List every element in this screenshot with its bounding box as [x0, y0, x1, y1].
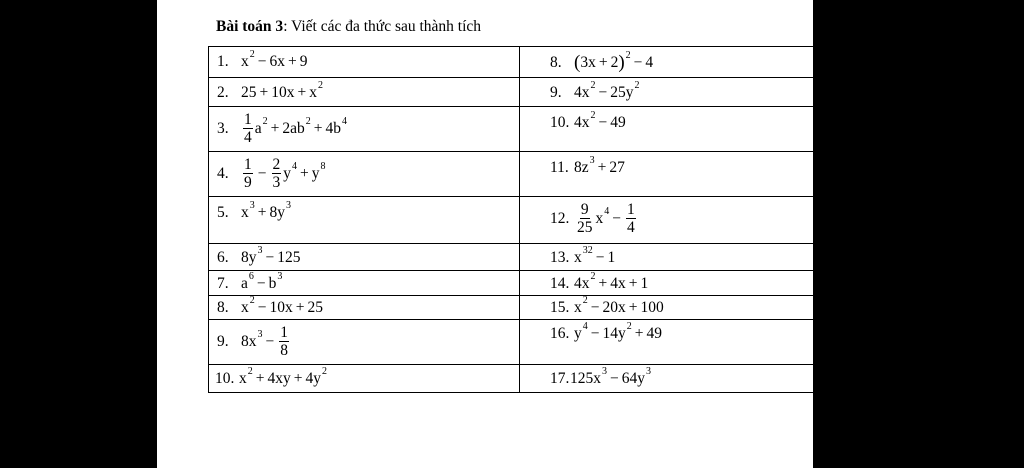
problem-11b: 11. 8z $^3$ + 27	[550, 154, 625, 176]
problem-13b: 13. x $^{32}$ − 1	[550, 244, 616, 266]
problem-table	[208, 46, 813, 393]
problem-2: 2. 25 + 10x + x $^2$	[217, 79, 323, 101]
exercise-title-text: : Viết các đa thức sau thành tích	[283, 18, 482, 35]
exercise-title-bold: Bài toán 3	[216, 18, 284, 35]
table-row	[209, 365, 814, 393]
problem-9b: 9. 4x $^2$ − 25y $^2$	[550, 79, 640, 101]
problem-9: 9. 8x $^3$ − $\frac{1}{8}$	[217, 324, 288, 359]
table-row	[209, 78, 814, 107]
table-row	[209, 271, 814, 296]
problem-14b: 14. 4x $^2$ + 4x + 1	[550, 270, 649, 292]
problem-8b: 8. ( 3x + 2 ) $^2$ − 4	[550, 49, 654, 73]
problem-1: 1. x $^2$ − 6x + 9	[217, 48, 308, 70]
table-row	[209, 320, 814, 365]
table-row	[209, 152, 814, 197]
problem-16b: 16. y $^4$ − 14y $^2$ + 49	[550, 320, 662, 342]
problem-15b: 15. x $^2$ − 20x + 100	[550, 294, 664, 316]
exercise-title	[216, 18, 481, 36]
table-row	[209, 107, 814, 152]
problem-3: 3. $\frac{1}{4}$ a $^2$ + 2ab $^2$ + 4b $^4$	[217, 111, 348, 146]
problem-4: 4. $\frac{1}{9}$ − $\frac{2}{3}$ y $^4$ + y $^8$	[217, 156, 326, 191]
problem-10: 10. x $^2$ + 4xy + 4y $^2$	[215, 365, 327, 387]
table-row	[209, 47, 814, 78]
table-row	[209, 197, 814, 244]
table-row	[209, 244, 814, 271]
problem-10b: 10. 4x $^2$ − 49	[550, 109, 626, 131]
problem-12b: 12. $\frac{9}{25}$ x $^4$ − $\frac{1}{4}$	[550, 201, 635, 236]
document-page	[157, 0, 813, 468]
problem-7: 7. a $^6$ − b $^3$	[217, 270, 283, 292]
problem-17b: 17. 125x $^3$ − 64y $^3$	[550, 365, 651, 387]
problem-6: 6. 8y $^3$ − 125	[217, 244, 301, 266]
problem-5: 5. x $^3$ + 8y $^3$	[217, 199, 291, 221]
table-row	[209, 296, 814, 320]
problem-8: 8. x $^2$ − 10x + 25	[217, 294, 323, 316]
